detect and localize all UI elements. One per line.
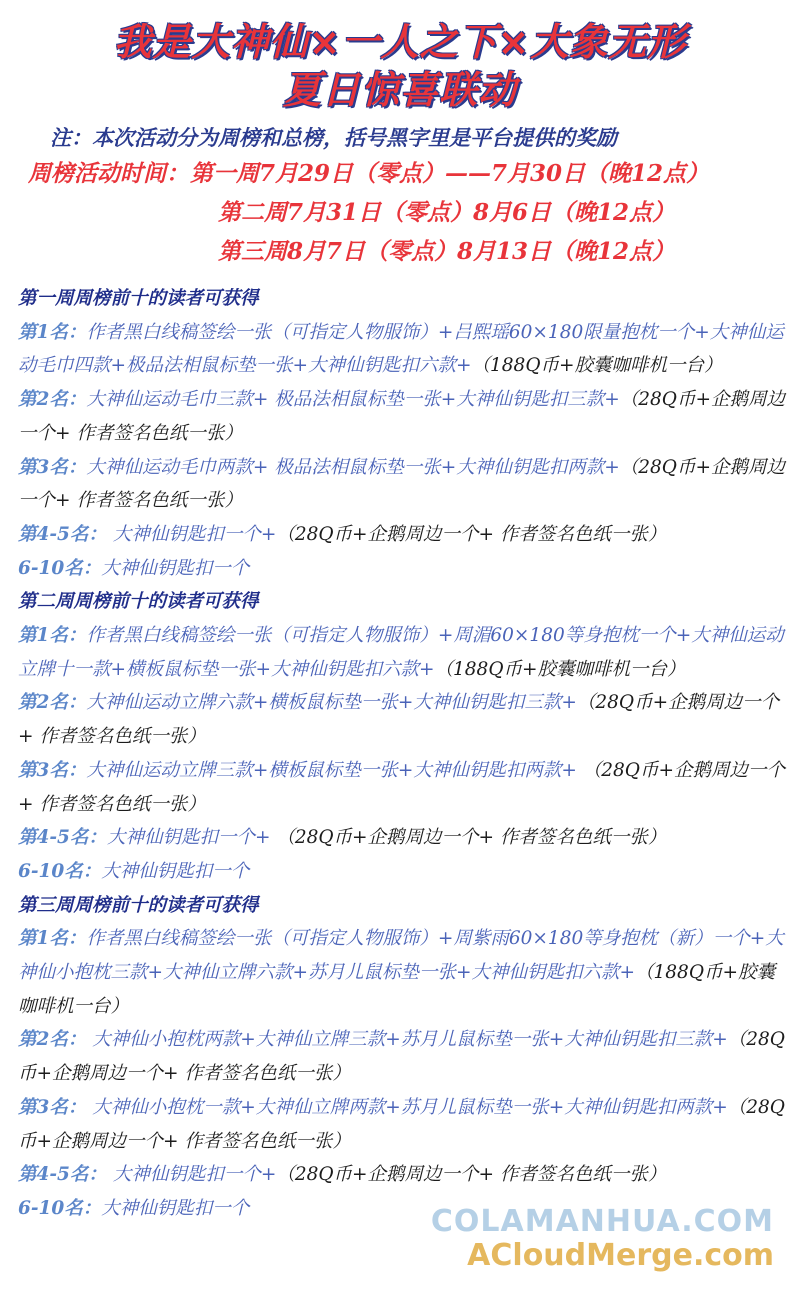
prize-list xyxy=(18,282,790,1226)
schedule-row-1 xyxy=(0,154,800,193)
platform-reward: （28Q币+企鹅周边一个+ 作者签名色纸一张） xyxy=(18,692,780,748)
week1-heading: 第一周周榜前十的读者可获得 xyxy=(18,288,259,309)
rank-label: 第1名： xyxy=(18,928,87,950)
platform-reward: （28Q币+企鹅周边一个+ 作者签名色纸一张） xyxy=(276,1164,667,1186)
list-item xyxy=(18,619,790,686)
schedule-label: 周榜活动时间： xyxy=(28,160,189,187)
rank-label: 第3名： xyxy=(18,456,87,478)
list-item xyxy=(18,1023,790,1090)
schedule-week1: 第一周7月29日（零点）——7月30日（晚12点） xyxy=(190,160,710,187)
watermark-line2: ACloudMerge.com xyxy=(467,1238,774,1273)
rank-label: 第1名： xyxy=(18,321,87,343)
platform-reward: （188Q币+胶囊咖啡机一台） xyxy=(471,355,723,377)
poster-title-line1: 我是大神仙×一人之下×大象无形 xyxy=(113,20,687,64)
rank-label: 第4-5名： xyxy=(18,827,107,849)
rank-label: 第3名： xyxy=(18,1096,87,1118)
rank-label: 6-10名： xyxy=(18,860,102,882)
prize-text: 大神仙运动毛巾两款+ 极品法相鼠标垫一张+大神仙钥匙扣两款+ xyxy=(86,456,620,478)
rank-label: 第2名： xyxy=(18,389,87,411)
rank-label: 第2名： xyxy=(18,692,87,714)
platform-reward: （28Q币+企鹅周边一个+ 作者签名色纸一张） xyxy=(18,1029,785,1085)
list-item xyxy=(18,451,790,518)
rank-label: 第1名： xyxy=(18,625,87,647)
poster-title-line2: 夏日惊喜联动 xyxy=(282,68,517,112)
rank-label: 第2名： xyxy=(18,1029,87,1051)
prize-text: 大神仙小抱枕一款+大神仙立牌两款+苏月儿鼠标垫一张+大神仙钥匙扣两款+ xyxy=(86,1096,728,1118)
list-item xyxy=(18,922,790,1023)
prize-text: 大神仙钥匙扣一个 xyxy=(101,1197,250,1219)
list-item xyxy=(18,552,790,586)
list-item xyxy=(18,855,790,889)
prize-text: 大神仙钥匙扣一个+ xyxy=(106,827,271,849)
list-item xyxy=(18,754,790,821)
list-item xyxy=(18,383,790,450)
schedule-week3: 第三周8月7日（零点）8月13日（晚12点） xyxy=(218,238,676,265)
platform-reward: （28Q币+企鹅周边一个+ 作者签名色纸一张） xyxy=(18,1096,785,1152)
list-item xyxy=(18,316,790,383)
list-item xyxy=(18,821,790,855)
prize-text: 大神仙小抱枕两款+大神仙立牌三款+苏月儿鼠标垫一张+大神仙钥匙扣三款+ xyxy=(86,1029,728,1051)
rank-label: 第4-5名： xyxy=(18,1164,107,1186)
prize-text: 大神仙钥匙扣一个 xyxy=(101,860,250,882)
prize-text: 大神仙钥匙扣一个+ xyxy=(106,523,277,545)
prize-text: 作者黑白线稿签绘一张（可指定人物服饰）+周湄60×180等身抱枕一个+大神仙运动立牌十一款+横板鼠标垫一张+大神仙钥匙扣六款+ xyxy=(18,625,784,680)
platform-reward: （28Q币+企鹅周边一个+ 作者签名色纸一张） xyxy=(276,523,667,545)
schedule-week2: 第二周7月31日（零点）8月6日（晚12点） xyxy=(218,199,676,226)
list-item xyxy=(18,1091,790,1158)
prize-text: 大神仙运动立牌三款+横板鼠标垫一张+大神仙钥匙扣两款+ xyxy=(86,759,577,781)
rank-label: 第4-5名： xyxy=(18,523,107,545)
list-item xyxy=(18,686,790,753)
weekly-schedule xyxy=(0,154,800,271)
platform-reward: （188Q币+胶囊咖啡机一台） xyxy=(434,658,686,680)
list-item xyxy=(18,1192,790,1226)
rank-label: 6-10名： xyxy=(18,1197,102,1219)
platform-reward: （188Q币+胶囊咖啡机一台） xyxy=(18,962,775,1017)
watermark-line1: COLAMANHUA.COM xyxy=(430,1204,774,1239)
prize-text: 大神仙运动立牌六款+横板鼠标垫一张+大神仙钥匙扣三款+ xyxy=(86,692,577,714)
prize-text: 作者黑白线稿签绘一张（可指定人物服饰）+吕熙瑶60×180限量抱枕一个+大神仙运动毛巾四款+极品法相鼠标垫一张+大神仙钥匙扣六款+ xyxy=(18,321,784,377)
prize-text: 作者黑白线稿签绘一张（可指定人物服饰）+周紫雨60×180等身抱枕（新）一个+大神仙小抱枕三款+大神仙立牌六款+苏月儿鼠标垫一张+大神仙钥匙扣六款+ xyxy=(18,928,784,984)
list-item xyxy=(18,518,790,552)
week2-heading: 第二周周榜前十的读者可获得 xyxy=(18,591,259,613)
platform-reward: （28Q币+企鹅周边一个+ 作者签名色纸一张） xyxy=(18,389,785,444)
prize-text: 大神仙运动毛巾三款+ 极品法相鼠标垫一张+大神仙钥匙扣三款+ xyxy=(86,389,620,411)
list-item xyxy=(18,1158,790,1192)
rank-label: 6-10名： xyxy=(18,557,102,579)
prize-text: 大神仙钥匙扣一个+ xyxy=(106,1164,277,1186)
event-note: 注：本次活动分为周榜和总榜，括号黑字里是平台提供的奖励 xyxy=(50,125,617,150)
prize-text: 大神仙钥匙扣一个 xyxy=(101,557,250,579)
platform-reward: （28Q币+企鹅周边一个+ 作者签名色纸一张） xyxy=(270,827,667,849)
platform-reward: （28Q币+企鹅周边一个+ 作者签名色纸一张） xyxy=(18,759,785,815)
platform-reward: （28Q币+企鹅周边一个+ 作者签名色纸一张） xyxy=(18,456,785,512)
rank-label: 第3名： xyxy=(18,759,87,781)
week3-heading: 第三周周榜前十的读者可获得 xyxy=(18,894,259,916)
